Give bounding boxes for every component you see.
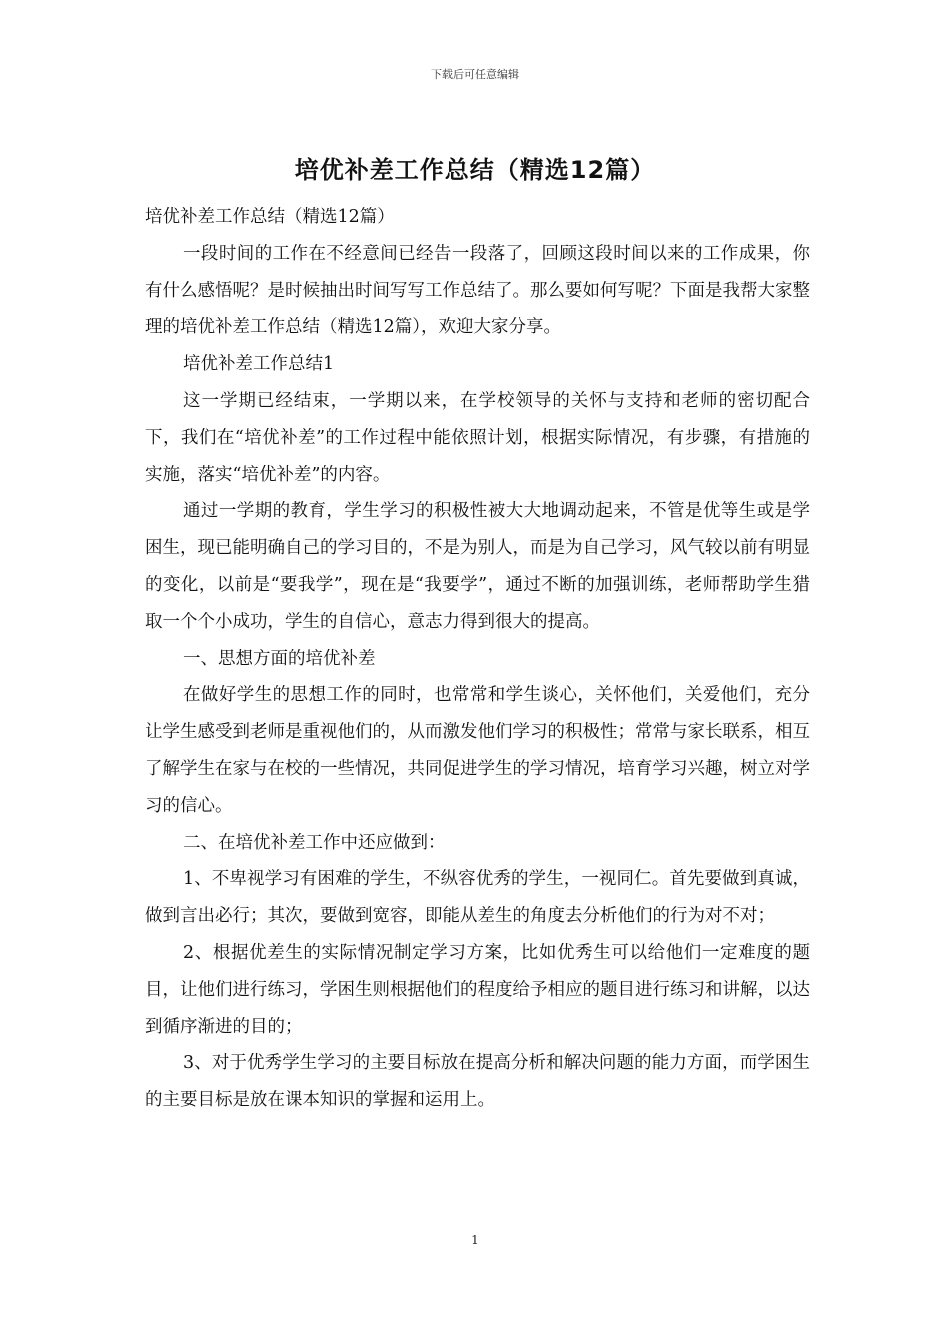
subsection-heading-practice: 二、在培优补差工作中还应做到： — [183, 832, 446, 853]
list-item: 3、对于优秀学生学习的主要目标放在提高分析和解决问题的能力方面，而学困生的主要目标是放在课本知识的掌握和运用上。 — [145, 1053, 810, 1111]
document-body — [145, 199, 810, 1119]
list-item: 1、不卑视学习有困难的学生，不纵容优秀的学生，一视同仁。首先要做到真诚，做到言出必行；其次，要做到宽容，即能从差生的角度去分析他们的行为对不对； — [145, 869, 810, 927]
body-paragraph: 在做好学生的思想工作的同时，也常常和学生谈心，关怀他们，关爱他们，充分让学生感受到老师是重视他们的，从而激发他们学习的积极性；常常与家长联系，相互了解学生在家与在校的一些情况，共同促进学生的学习情况，培育学习兴趣，树立对学习的信心。 — [145, 685, 810, 816]
body-paragraph: 通过一学期的教育，学生学习的积极性被大大地调动起来，不管是优等生或是学困生，现已能明确自己的学习目的，不是为别人，而是为自己学习，风气较以前有明显的变化，以前是“要我学”，现在是“我要学”，通过不断的加强训练，老师帮助学生猎取一个个小成功，学生的自信心，意志力得到很大的提高。 — [145, 501, 810, 632]
section-heading-1: 培优补差工作总结1 — [183, 354, 335, 375]
list-item: 2、根据优差生的实际情况制定学习方案，比如优秀生可以给他们一定难度的题目，让他们进行练习，学困生则根据他们的程度给予相应的题目进行练习和讲解，以达到循序渐进的目的； — [145, 942, 810, 1037]
subtitle-paragraph: 培优补差工作总结（精选12篇） — [145, 207, 395, 227]
intro-paragraph: 一段时间的工作在不经意间已经告一段落了，回顾这段时间以来的工作成果，你有什么感悟呢？是时候抽出时间写写工作总结了。那么要如何写呢？下面是我帮大家整理的培优补差工作总结（精选12篇），欢迎大家分享。 — [145, 243, 810, 338]
page-header-note: 下载后可任意编辑 — [431, 68, 519, 81]
subsection-heading-thought: 一、思想方面的培优补差 — [183, 648, 376, 669]
body-paragraph: 这一学期已经结束，一学期以来，在学校领导的关怀与支持和老师的密切配合下，我们在“培优补差”的工作过程中能依照计划，根据实际情况，有步骤，有措施的实施，落实“培优补差”的内容。 — [145, 390, 810, 485]
document-title: 培优补差工作总结（精选12篇） — [294, 156, 656, 184]
page-number: 1 — [471, 1233, 479, 1247]
